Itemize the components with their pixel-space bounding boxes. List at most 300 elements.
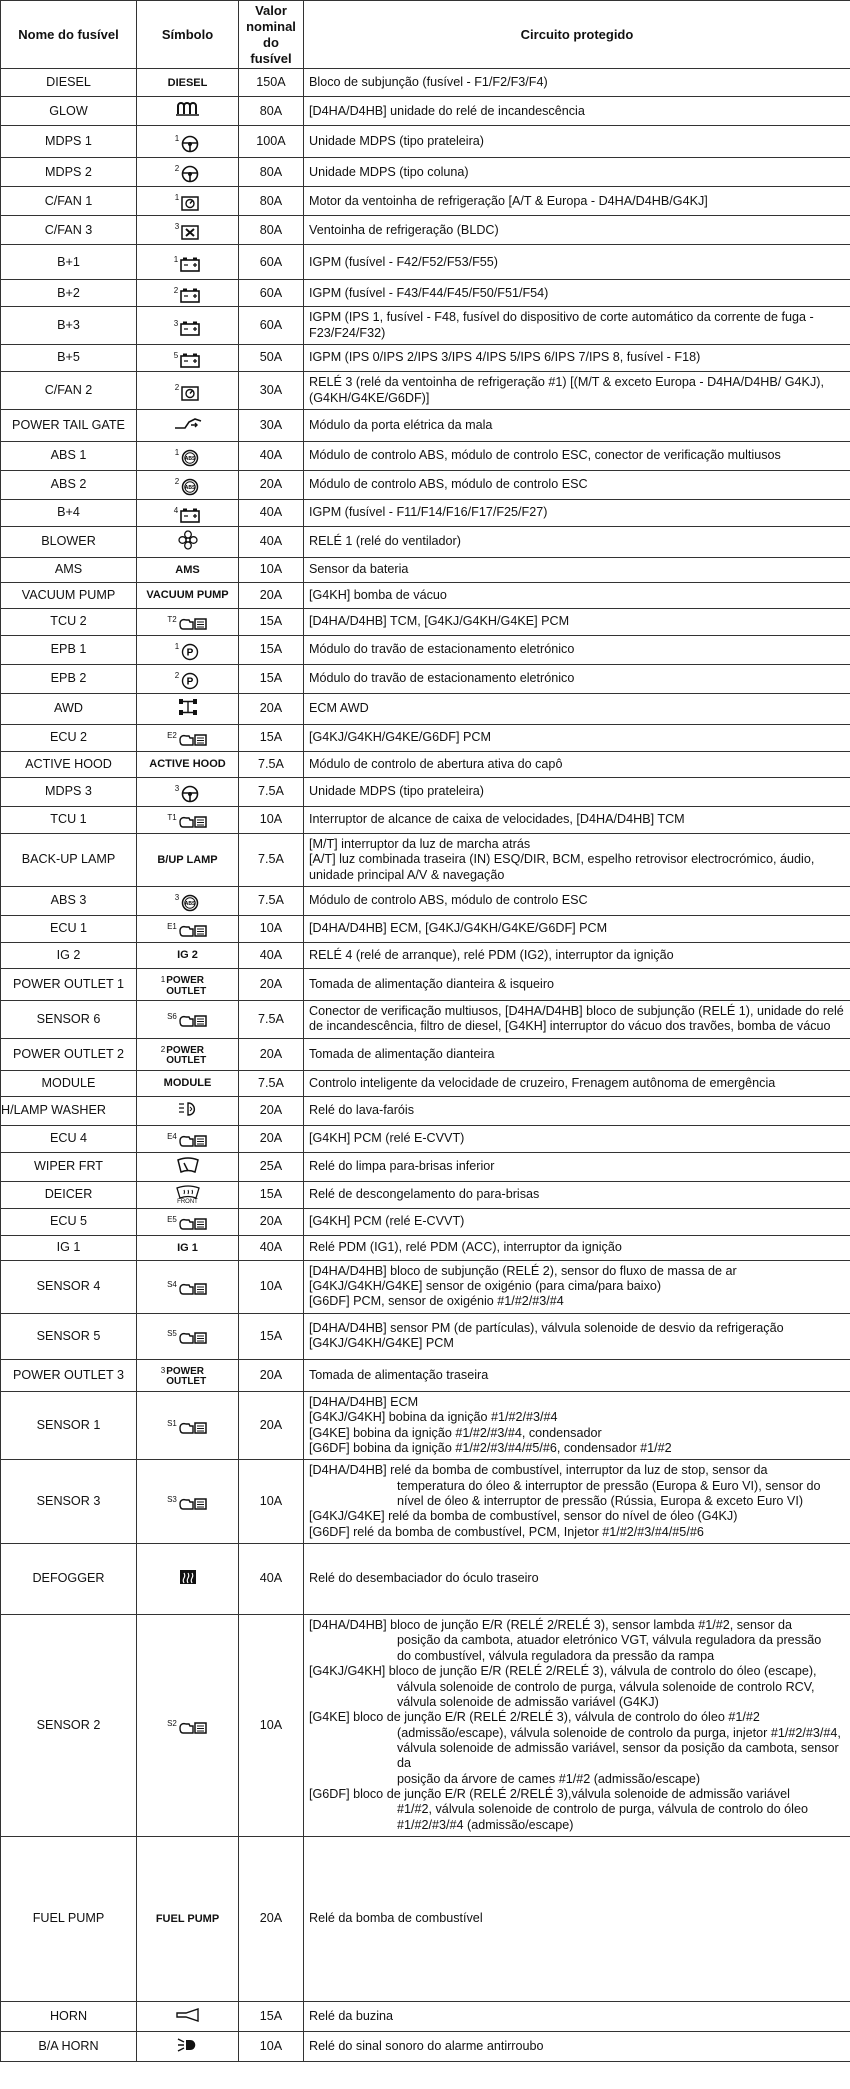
- fuse-symbol-cell: [137, 187, 239, 216]
- fuse-name: ABS 1: [1, 441, 137, 470]
- fuse-row: [1, 2002, 850, 2032]
- circuit-line-continued: válvula solenoide de controlo de purga, válvula solenoide de controlo RCV,: [397, 1679, 815, 1694]
- circuit-line: [D4HA/D4HB] bloco de junção E/R (RELÉ 2/RELÉ 3), sensor lambda #1/#2, sensor da: [309, 1618, 793, 1633]
- fuse-symbol-cell: [137, 2032, 239, 2062]
- fuse-rating: 20A: [239, 1038, 304, 1070]
- fuse-circuit: [304, 126, 850, 158]
- fuse-rating: 10A: [239, 916, 304, 943]
- circuit-line: [A/T] luz combinada traseira (IN) ESQ/DIR, BCM, espelho retrovisor electrocrómico, áudio, unidade principal A/V & navegação: [309, 852, 815, 882]
- fuse-symbol-cell: [137, 1152, 239, 1181]
- fuse-symbol-cell: [137, 280, 239, 307]
- fuse-circuit: [304, 307, 850, 345]
- fuse-symbol-number: 1: [174, 641, 180, 651]
- fuse-name: ECU 5: [1, 1208, 137, 1235]
- circuit-line: Tomada de alimentação dianteira: [309, 1046, 495, 1061]
- fuse-row: [1, 69, 850, 97]
- fuse-row: [1, 372, 850, 410]
- fuse-circuit: [304, 1359, 850, 1391]
- fuse-name: HORN: [1, 2002, 137, 2032]
- fuse-symbol-number: S4: [167, 1279, 177, 1289]
- fuse-rating: 7.5A: [239, 1070, 304, 1096]
- fuse-symbol: [164, 1078, 212, 1090]
- circuit-line: Interruptor de alcance de caixa de velocidades, [D4HA/D4HB] TCM: [309, 812, 685, 827]
- fuse-circuit: [304, 1544, 850, 1615]
- fuse-name: H/LAMP WASHER: [1, 1096, 137, 1125]
- circuit-line: IGPM (fusível - F42/F52/F53/F55): [309, 254, 498, 269]
- fuse-name: SENSOR 5: [1, 1313, 137, 1359]
- fuse-rating: 20A: [239, 1391, 304, 1459]
- fuse-symbol-number: 3: [174, 222, 180, 232]
- fuse-symbol-cell: [137, 1544, 239, 1615]
- fuse-symbol-cell: [137, 751, 239, 777]
- circuit-line: Tomada de alimentação traseira: [309, 1367, 489, 1382]
- fuse-symbol: [167, 814, 207, 830]
- circuit-line: [G4KH] PCM (relé E-CVVT): [309, 1214, 465, 1229]
- fuse-symbol: [175, 1185, 201, 1205]
- engine-ecu-icon: [178, 1330, 208, 1346]
- fuse-symbol-number: 2: [174, 164, 180, 174]
- fuse-name: POWER OUTLET 2: [1, 1038, 137, 1070]
- fuse-rating: 10A: [239, 2032, 304, 2062]
- fuse-row: [1, 969, 850, 1001]
- fuse-symbol-number: E2: [167, 730, 177, 740]
- fuse-row: [1, 126, 850, 158]
- burglar-horn-icon: [176, 2036, 200, 2054]
- fuse-rating: 7.5A: [239, 777, 304, 806]
- fuse-symbol: [161, 1046, 214, 1067]
- fuse-name: IG 2: [1, 943, 137, 969]
- fuse-circuit: [304, 245, 850, 280]
- fuse-name: B+1: [1, 245, 137, 280]
- fuse-symbol: [175, 194, 200, 212]
- circuit-line: [D4HA/D4HB] ECM, [G4KJ/G4KH/G4KE/G6DF] PCM: [309, 921, 608, 936]
- fuse-symbol-number: E5: [167, 1214, 177, 1224]
- fuse-circuit: [304, 345, 850, 372]
- fuse-symbol-number: T2: [167, 614, 177, 624]
- circuit-line: Módulo de controlo ABS, módulo de controlo ESC: [309, 477, 588, 492]
- fuse-symbol-cell: [137, 557, 239, 582]
- fuse-name: MDPS 2: [1, 158, 137, 187]
- fuse-rating: 20A: [239, 969, 304, 1001]
- circuit-line-continued: posição da cambota, atuador eletrónico VGT, válvula reguladora da pressão: [397, 1633, 822, 1648]
- fuse-symbol-text: FUEL PUMP: [155, 1913, 220, 1926]
- fuse-rating: 7.5A: [239, 751, 304, 777]
- fuse-rating: 25A: [239, 1152, 304, 1181]
- circuit-line: Módulo do travão de estacionamento eletrónico: [309, 671, 575, 686]
- fuse-rating: 10A: [239, 806, 304, 833]
- fuse-symbol-cell: [137, 1615, 239, 1837]
- circuit-line: [G6DF] relé da bomba de combustível, PCM, Injetor #1/#2/#3/#4/#5/#6: [309, 1524, 704, 1539]
- circuit-line: Motor da ventoinha de refrigeração [A/T & Europa - D4HA/D4HB/G4KJ]: [309, 193, 708, 208]
- fuse-symbol: [167, 616, 207, 632]
- fuse-name: C/FAN 2: [1, 372, 137, 410]
- fuse-rating: 80A: [239, 187, 304, 216]
- fuse-name: SENSOR 6: [1, 1001, 137, 1039]
- circuit-line: [M/T] interruptor da luz de marcha atrás: [309, 836, 531, 851]
- fuse-name: SENSOR 4: [1, 1260, 137, 1313]
- fuse-rating: 40A: [239, 499, 304, 526]
- fuse-symbol: [146, 590, 228, 602]
- battery-icon: [179, 507, 201, 523]
- fuse-rating: 40A: [239, 1235, 304, 1260]
- battery-icon: [179, 287, 201, 303]
- fuse-symbol: [161, 976, 214, 997]
- circuit-line: [G4KJ/G4KH/G4KE] sensor de oxigénio (para cima/para baixo): [309, 1279, 662, 1294]
- circuit-line: Relé do limpa para-brisas inferior: [309, 1159, 495, 1174]
- battery-icon: [179, 320, 201, 336]
- fuse-rating: 10A: [239, 1615, 304, 1837]
- fuse-row: [1, 1460, 850, 1544]
- fuse-circuit: [304, 2002, 850, 2032]
- circuit-line: [D4HA/D4HB] relé da bomba de combustível, interruptor da luz de stop, sensor da: [309, 1463, 768, 1478]
- fuse-rating: 15A: [239, 2002, 304, 2032]
- fuse-row: [1, 345, 850, 372]
- fuse-circuit: [304, 1460, 850, 1544]
- fuse-rating: 15A: [239, 724, 304, 751]
- fuse-rating: 20A: [239, 470, 304, 499]
- fuse-row: [1, 1235, 850, 1260]
- fuse-circuit: [304, 777, 850, 806]
- fuse-row: [1, 526, 850, 557]
- fuse-symbol: [161, 1367, 214, 1388]
- header-rating: Valor nominal do fusível: [239, 1, 304, 69]
- fuse-circuit: [304, 409, 850, 441]
- fuse-circuit: [304, 372, 850, 410]
- fuse-symbol-cell: [137, 777, 239, 806]
- fuse-row: [1, 582, 850, 608]
- fuse-rating: 7.5A: [239, 1001, 304, 1039]
- fuse-symbol-text: DIESEL: [167, 76, 208, 89]
- fuse-row: [1, 245, 850, 280]
- fuse-symbol: [176, 1100, 200, 1118]
- fuse-rating: 15A: [239, 664, 304, 693]
- fuse-rating: 7.5A: [239, 887, 304, 916]
- fuse-symbol-number: 5: [173, 351, 179, 361]
- fuse-symbol-number: S2: [167, 1718, 177, 1728]
- fuse-row: [1, 1544, 850, 1615]
- fuse-row: [1, 1391, 850, 1459]
- fuse-rating: 40A: [239, 1544, 304, 1615]
- fuse-circuit: [304, 916, 850, 943]
- fuse-row: [1, 1615, 850, 1837]
- circuit-line: [D4HA/D4HB] TCM, [G4KJ/G4KH/G4KE] PCM: [309, 614, 570, 629]
- fuse-symbol-cell: [137, 1096, 239, 1125]
- fuse-symbol: [173, 415, 203, 431]
- fuse-circuit: [304, 69, 850, 97]
- circuit-line: Módulo de controlo de abertura ativa do capô: [309, 756, 563, 771]
- fuse-rating: 10A: [239, 1460, 304, 1544]
- fuse-symbol: [174, 287, 201, 303]
- fuse-symbol: [175, 135, 200, 153]
- fuse-row: [1, 724, 850, 751]
- circuit-line: Relé da buzina: [309, 2008, 394, 2023]
- circuit-line: [D4HA/D4HB] bloco de subjunção (RELÉ 2), sensor do fluxo de massa de ar: [309, 1263, 737, 1278]
- fuse-name: C/FAN 1: [1, 187, 137, 216]
- circuit-line: [D4HA/D4HB] unidade do relé de incandescência: [309, 103, 585, 118]
- fuse-circuit: [304, 97, 850, 126]
- fuse-circuit: [304, 441, 850, 470]
- fuse-circuit: [304, 887, 850, 916]
- engine-ecu-icon: [178, 732, 208, 748]
- fuse-symbol-cell: [137, 1070, 239, 1096]
- fuse-row: [1, 1359, 850, 1391]
- fuse-circuit: [304, 664, 850, 693]
- circuit-line: IGPM (fusível - F43/F44/F45/F50/F51/F54): [309, 285, 549, 300]
- fuse-symbol-cell: [137, 1125, 239, 1152]
- fuse-name: MDPS 1: [1, 126, 137, 158]
- fuse-name: B/A HORN: [1, 2032, 137, 2062]
- circuit-line: RELÉ 4 (relé de arranque), relé PDM (IG2), interruptor da ignição: [309, 947, 674, 962]
- circuit-line: ECM AWD: [309, 701, 369, 716]
- fuse-symbol: [177, 1243, 198, 1255]
- fuse-symbol-text: B/UP LAMP: [157, 853, 218, 866]
- fuse-name: B+3: [1, 307, 137, 345]
- glow-plug-icon: [174, 100, 202, 118]
- fuse-circuit: [304, 1038, 850, 1070]
- fuse-rating: 15A: [239, 608, 304, 635]
- fuse-symbol-label: FRONT: [177, 1198, 198, 1205]
- fuse-symbol: [174, 256, 201, 272]
- fuse-name: ECU 1: [1, 916, 137, 943]
- fuse-circuit: [304, 1125, 850, 1152]
- fuse-name: ECU 2: [1, 724, 137, 751]
- fuse-symbol: [175, 785, 200, 803]
- circuit-line: [G6DF] PCM, sensor de oxigénio #1/#2/#3/#4: [309, 1294, 564, 1309]
- fuse-symbol-cell: [137, 1181, 239, 1208]
- svg-text:ABS: ABS: [184, 484, 196, 491]
- fuse-symbol-cell: [137, 2002, 239, 2032]
- engine-ecu-icon: [178, 814, 208, 830]
- fuse-circuit: [304, 158, 850, 187]
- fuse-rating: 80A: [239, 216, 304, 245]
- fuse-symbol-text: IG 1: [177, 1241, 198, 1254]
- fuse-symbol-cell: [137, 126, 239, 158]
- fuse-circuit: [304, 751, 850, 777]
- fuse-row: [1, 1313, 850, 1359]
- fuse-symbol: [167, 1216, 208, 1232]
- circuit-line-continued: válvula solenoide de admissão variável, sensor da posição da cambota, sensor da: [397, 1740, 839, 1771]
- fuse-symbol: [176, 2036, 200, 2054]
- circuit-line: Unidade MDPS (tipo coluna): [309, 164, 469, 179]
- steering-icon: [180, 135, 200, 153]
- fuse-symbol: [175, 643, 200, 661]
- circuit-line: [G4KJ/G4KH/G4KE/G6DF] PCM: [309, 730, 491, 745]
- fuse-circuit: [304, 943, 850, 969]
- circuit-line: Relé do desembaciador do óculo traseiro: [309, 1571, 539, 1586]
- circuit-line: IGPM (IPS 0/IPS 2/IPS 3/IPS 4/IPS 5/IPS 6/IPS 7/IPS 8, fusível - F18): [309, 350, 701, 365]
- header-circuit: Circuito protegido: [304, 1, 850, 69]
- circuit-line-continued: temperatura do óleo & interruptor de pressão (Europa & Euro VI), sensor do: [397, 1478, 821, 1493]
- fuse-symbol: [167, 1720, 208, 1736]
- fuse-symbol: [149, 759, 225, 771]
- fuse-symbol-cell: [137, 887, 239, 916]
- fuse-symbol-cell: [137, 943, 239, 969]
- fuse-symbol-number: 1: [174, 193, 180, 203]
- fuse-rating: 20A: [239, 1125, 304, 1152]
- engine-ecu-icon: [178, 1216, 208, 1232]
- fuse-rating: 150A: [239, 69, 304, 97]
- fuse-row: [1, 806, 850, 833]
- fuse-row: [1, 777, 850, 806]
- fuse-row: [1, 635, 850, 664]
- fuse-row: [1, 158, 850, 187]
- fuse-rating: 60A: [239, 245, 304, 280]
- engine-ecu-icon: [178, 1496, 208, 1512]
- epb-icon: [180, 643, 200, 661]
- fuse-circuit: [304, 2032, 850, 2062]
- fuse-row: [1, 97, 850, 126]
- fuse-symbol-cell: [137, 916, 239, 943]
- steering-icon: [180, 785, 200, 803]
- fuse-name: SENSOR 1: [1, 1391, 137, 1459]
- fuse-name: B+4: [1, 499, 137, 526]
- fan-box-icon: [180, 384, 200, 402]
- fuse-symbol-cell: [137, 582, 239, 608]
- fuse-symbol-cell: [137, 470, 239, 499]
- circuit-line: RELÉ 3 (relé da ventoinha de refrigeração #1) [(M/T & exceto Europa - D4HA/D4HB/ G4KJ), (G4KH/G4KE/G6DF)]: [309, 375, 824, 405]
- circuit-line: [G4KE] bobina da ignição #1/#2/#3/#4, condensador: [309, 1425, 602, 1440]
- fuse-symbol-number: E1: [167, 922, 177, 931]
- fuse-name: FUEL PUMP: [1, 1837, 137, 2002]
- fuse-rating: 20A: [239, 693, 304, 724]
- fuse-symbol: [167, 732, 208, 748]
- fuse-row: [1, 608, 850, 635]
- circuit-line: Unidade MDPS (tipo prateleira): [309, 134, 484, 149]
- epb-icon: [180, 672, 200, 690]
- circuit-line: [G4KJ/G4KH/G4KE] PCM: [309, 1336, 454, 1351]
- fuse-symbol-cell: [137, 635, 239, 664]
- fuse-name: WIPER FRT: [1, 1152, 137, 1181]
- fuse-name: DIESEL: [1, 69, 137, 97]
- fuse-symbol: [157, 855, 217, 867]
- fuse-row: [1, 280, 850, 307]
- fuse-symbol: [167, 923, 208, 939]
- fuse-symbol-cell: [137, 1038, 239, 1070]
- fuse-symbol: [167, 1330, 208, 1346]
- circuit-line: [G4KJ/G4KH] bloco de junção E/R (RELÉ 2/RELÉ 3), válvula de controlo do óleo (escape),: [309, 1664, 817, 1679]
- fan-box-icon: [180, 194, 200, 212]
- fuse-symbol-cell: [137, 1460, 239, 1544]
- fuse-circuit: [304, 693, 850, 724]
- fuse-symbol-number: S1: [167, 1418, 177, 1428]
- fuse-symbol: [177, 697, 199, 717]
- table-header: [1, 1, 850, 69]
- fuse-symbol-cell: [137, 245, 239, 280]
- fuse-name: MDPS 3: [1, 777, 137, 806]
- fuse-rating: 7.5A: [239, 833, 304, 886]
- header-symbol: Símbolo: [137, 1, 239, 69]
- engine-ecu-icon: [178, 1013, 208, 1029]
- fuse-symbol-cell: [137, 1260, 239, 1313]
- circuit-line: [G4KH] bomba de vácuo: [309, 587, 447, 602]
- circuit-line: Relé do lava-faróis: [309, 1103, 414, 1118]
- fuse-symbol-cell: [137, 1001, 239, 1039]
- fuse-row: [1, 1001, 850, 1039]
- svg-text:P: P: [186, 676, 194, 688]
- circuit-line: [G4KE] bloco de junção E/R (RELÉ 2/RELÉ 3), válvula de controlo do óleo #1/#2: [309, 1710, 760, 1725]
- fuse-rating: 60A: [239, 307, 304, 345]
- fuse-rating: 40A: [239, 943, 304, 969]
- fuse-symbol: [167, 1496, 208, 1512]
- fuse-symbol: [178, 530, 198, 550]
- fuse-circuit: [304, 833, 850, 886]
- circuit-line: Módulo de controlo ABS, módulo de controlo ESC: [309, 893, 588, 908]
- fuse-name: B+5: [1, 345, 137, 372]
- fuse-symbol-number: 1: [173, 255, 179, 265]
- fuse-row: [1, 664, 850, 693]
- fuse-symbol-number: 1: [160, 975, 166, 984]
- fuse-symbol-number: S3: [167, 1494, 177, 1504]
- circuit-line: IGPM (IPS 1, fusível - F48, fusível do dispositivo de corte automático da corrente de fuga - F23/F24/F32): [309, 310, 814, 340]
- headlamp-washer-icon: [176, 1100, 200, 1118]
- fuse-symbol-text: POWER OUTLET: [166, 975, 207, 997]
- fuse-symbol: [177, 950, 198, 962]
- fuse-symbol: [175, 565, 199, 577]
- circuit-line-continued: posição da árvore de cames #1/#2 (admissão/escape): [397, 1771, 701, 1786]
- fuse-row: [1, 187, 850, 216]
- engine-ecu-icon: [178, 1420, 208, 1436]
- deicer-icon: [175, 1185, 201, 1205]
- fuse-name: SENSOR 3: [1, 1460, 137, 1544]
- fuse-rating: 30A: [239, 409, 304, 441]
- fuse-symbol-cell: [137, 158, 239, 187]
- circuit-line: Controlo inteligente da velocidade de cruzeiro, Frenagem autônoma de emergência: [309, 1075, 776, 1090]
- fuse-circuit: [304, 1260, 850, 1313]
- circuit-line: Módulo de controlo ABS, módulo de controlo ESC, conector de verificação multiusos: [309, 448, 781, 463]
- fuse-symbol-cell: [137, 409, 239, 441]
- fuse-symbol: [174, 352, 201, 368]
- fuse-row: [1, 557, 850, 582]
- fuse-name: BLOWER: [1, 526, 137, 557]
- fuse-rating: 30A: [239, 372, 304, 410]
- fuse-symbol: [174, 507, 201, 523]
- fuse-symbol-number: 3: [174, 783, 180, 793]
- awd-icon: [177, 697, 199, 717]
- circuit-line: [D4HA/D4HB] ECM: [309, 1394, 419, 1409]
- fuse-row: [1, 751, 850, 777]
- circuit-line: Ventoinha de refrigeração (BLDC): [309, 222, 499, 237]
- wiper-icon: [176, 1156, 200, 1174]
- fuse-symbol-number: 2: [160, 1044, 166, 1054]
- fuse-name: IG 1: [1, 1235, 137, 1260]
- battery-icon: [179, 352, 201, 368]
- fan-box-x-icon: [180, 223, 200, 241]
- circuit-line: IGPM (fusível - F11/F14/F16/F17/F25/F27): [309, 505, 548, 520]
- fuse-circuit: [304, 1615, 850, 1837]
- fuse-name: SENSOR 2: [1, 1615, 137, 1837]
- fuse-row: [1, 833, 850, 886]
- fuse-circuit: [304, 1837, 850, 2002]
- fuse-circuit: [304, 724, 850, 751]
- fuse-symbol-cell: [137, 1235, 239, 1260]
- fuse-symbol-number: 2: [174, 476, 180, 486]
- fuse-symbol-number: 4: [173, 505, 179, 515]
- fuse-name: EPB 1: [1, 635, 137, 664]
- abs-icon: [180, 478, 200, 496]
- fuse-rating: 20A: [239, 1096, 304, 1125]
- fuse-symbol-cell: [137, 1837, 239, 2002]
- engine-ecu-icon: [178, 1281, 208, 1297]
- fuse-row: [1, 307, 850, 345]
- fuse-name: POWER OUTLET 3: [1, 1359, 137, 1391]
- fuse-row: [1, 2032, 850, 2062]
- fuse-symbol: [167, 1133, 208, 1149]
- fuse-symbol-cell: [137, 307, 239, 345]
- fuse-symbol-cell: [137, 1208, 239, 1235]
- fuse-symbol-cell: [137, 724, 239, 751]
- fuse-circuit: [304, 582, 850, 608]
- fuse-rating: 60A: [239, 280, 304, 307]
